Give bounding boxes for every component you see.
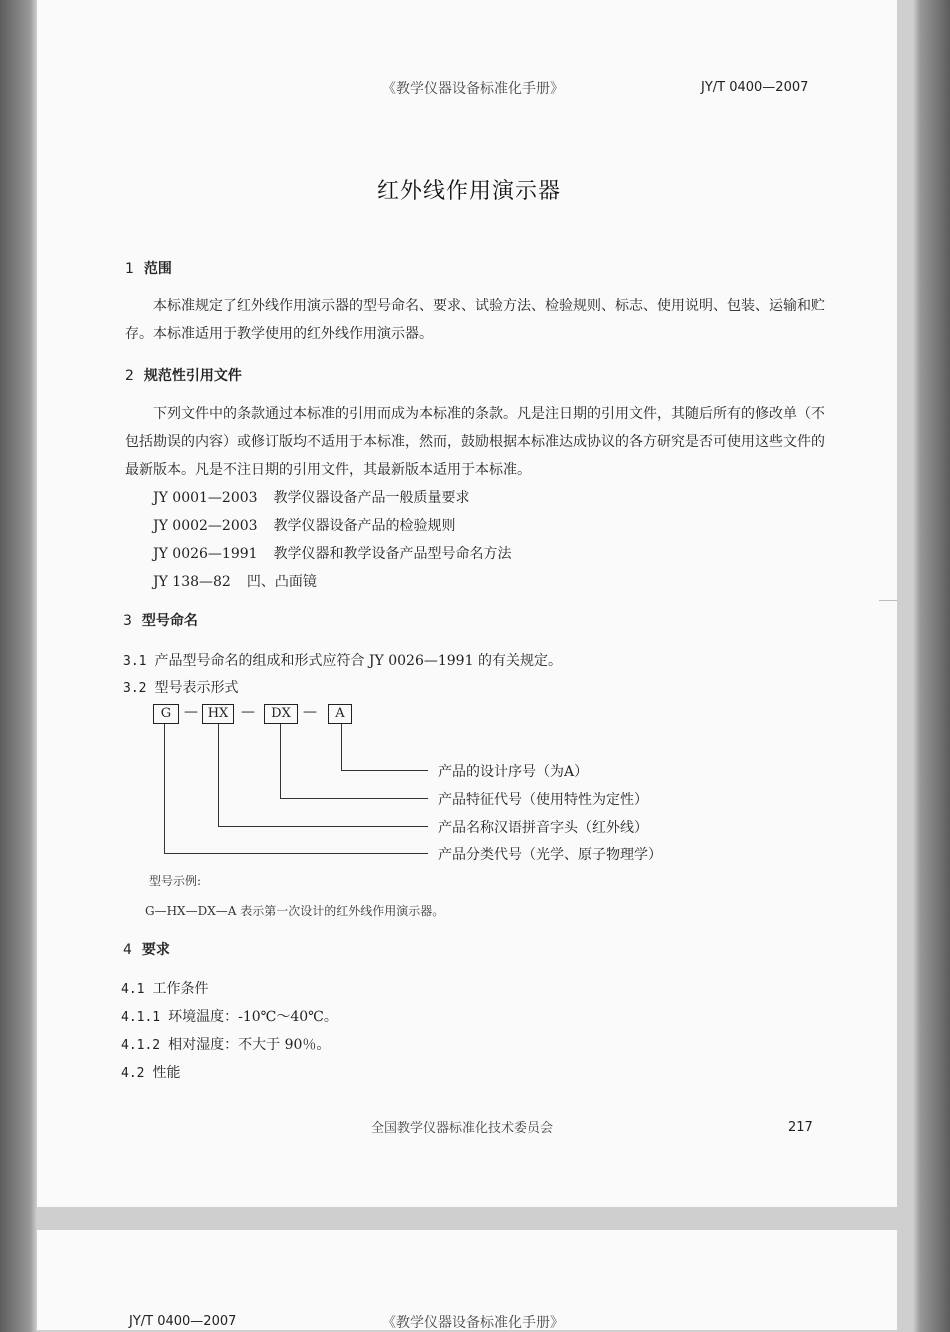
section-number: 4 [123, 942, 132, 958]
example-title: 型号示例: [149, 874, 202, 888]
leader-line [341, 724, 342, 771]
model-box-a: A [328, 704, 352, 724]
leader-line [164, 853, 428, 854]
page-edge-mark [879, 600, 897, 601]
leader-line [164, 724, 165, 854]
section-title: 要求 [141, 942, 170, 958]
section-1-paragraph: 本标准规定了红外线作用演示器的型号命名、要求、试验方法、检验规则、标志、使用说明、包装、运输和贮存。本标准适用于教学使用的红外线作用演示器。 [125, 298, 825, 342]
reference-code: JY 0026—1991 [153, 546, 258, 562]
section-1-heading [125, 258, 172, 278]
model-box-g: G [153, 704, 179, 724]
document-title: 红外线作用演示器 [377, 179, 562, 204]
footer-organization: 全国教学仪器标准化技术委员会 [371, 1121, 554, 1136]
reference-item [153, 543, 512, 563]
model-separator: — [303, 704, 317, 720]
reference-code: JY 138—82 [153, 574, 231, 590]
leader-line [218, 826, 428, 827]
reference-item [153, 487, 470, 507]
subsection-text: 环境温度：-10℃～40℃。 [168, 1009, 338, 1025]
section-title: 范围 [143, 261, 172, 277]
diagram-label: 产品分类代号（光学、原子物理学） [438, 847, 662, 863]
section-number: 1 [125, 261, 134, 277]
section-title: 规范性引用文件 [143, 368, 242, 384]
subsection-number: 4.1.1 [121, 1010, 161, 1025]
next-page-book-title: 《教学仪器设备标准化手册》 [382, 1315, 564, 1331]
subsection-4-1-1 [121, 1006, 338, 1026]
model-box-hx: HX [202, 704, 234, 724]
section-2-heading [125, 365, 242, 385]
reference-code: JY 0002—2003 [153, 518, 258, 534]
subsection-number: 3.2 [123, 681, 147, 696]
subsection-3-2 [123, 677, 238, 697]
diagram-label: 产品的设计序号（为A） [438, 764, 589, 780]
subsection-text: 工作条件 [152, 981, 209, 997]
leader-line [218, 724, 219, 827]
document-page [37, 0, 897, 1207]
next-document-page [37, 1230, 897, 1330]
subsection-number: 4.2 [121, 1066, 145, 1081]
reference-title: 教学仪器设备产品一般质量要求 [273, 490, 470, 506]
reference-title: 教学仪器设备产品的检验规则 [273, 518, 456, 534]
footer-page-number: 217 [788, 1120, 813, 1135]
section-3-heading [123, 610, 198, 630]
next-page-standard-code: JY/T 0400—2007 [129, 1314, 237, 1329]
subsection-text: 相对湿度：不大于 90％。 [168, 1037, 331, 1053]
model-separator: — [241, 704, 255, 720]
reference-code: JY 0001—2003 [153, 490, 258, 506]
header-book-title: 《教学仪器设备标准化手册》 [382, 81, 564, 97]
section-4-heading [123, 939, 170, 959]
leader-line [341, 770, 428, 771]
subsection-text: 型号表示形式 [154, 680, 239, 696]
section-title: 型号命名 [141, 613, 198, 629]
section-number: 2 [125, 368, 134, 384]
subsection-4-1 [121, 978, 208, 998]
reference-title: 教学仪器和教学设备产品型号命名方法 [273, 546, 512, 562]
subsection-number: 4.1.2 [121, 1038, 161, 1053]
reference-item [153, 515, 456, 535]
diagram-label: 产品特征代号（使用特性为定性） [438, 792, 648, 808]
subsection-4-1-2 [121, 1034, 330, 1054]
subsection-text: 产品型号命名的组成和形式应符合 JY 0026—1991 的有关规定。 [154, 653, 562, 669]
model-separator: — [184, 704, 198, 720]
section-2-paragraph: 下列文件中的条款通过本标准的引用而成为本标准的条款。凡是注日期的引用文件，其随后所有的修改单（不包括勘误的内容）或修订版均不适用于本标准，然而，鼓励根据本标准达成协议的各方研究是否可使用这些文件的最新版本。凡是不注日期的引用文件，其最新版本适用于本标准。 [125, 406, 825, 478]
subsection-number: 4.1 [121, 982, 145, 997]
leader-line [280, 798, 428, 799]
subsection-4-2 [121, 1062, 180, 1082]
diagram-label: 产品名称汉语拼音字头（红外线） [438, 820, 648, 836]
leader-line [280, 724, 281, 799]
reference-item [153, 571, 317, 591]
subsection-text: 性能 [152, 1065, 181, 1081]
reference-title: 凹、凸面镜 [246, 574, 317, 590]
subsection-number: 3.1 [123, 654, 147, 669]
section-number: 3 [123, 613, 132, 629]
subsection-3-1 [123, 650, 562, 670]
header-standard-code: JY/T 0400—2007 [701, 80, 809, 95]
example-text: G—HX—DX—A 表示第一次设计的红外线作用演示器。 [145, 904, 445, 918]
model-box-dx: DX [264, 704, 298, 724]
